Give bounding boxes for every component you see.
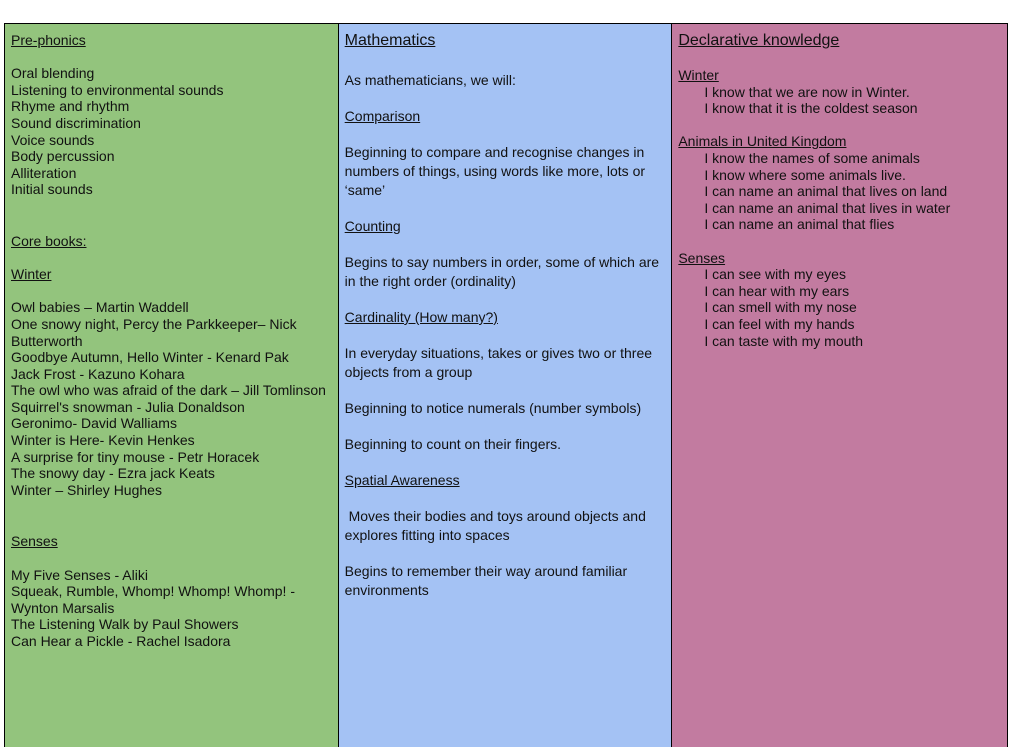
book-item: One snowy night, Percy the Parkkeeper– Nick Butterworth (11, 315, 297, 349)
book-item: Winter – Shirley Hughes (11, 481, 162, 498)
list-item: I know that we are now in Winter. (704, 83, 910, 100)
list-item: Initial sounds (11, 181, 93, 198)
list-item: I can name an animal that flies (704, 216, 895, 233)
book-item: Can Hear a Pickle - Rachel Isadora (11, 633, 231, 649)
list-item: Sound discrimination (11, 114, 141, 131)
mathematics-heading: Mathematics (344, 32, 436, 49)
list-item: I know the names of some animals (704, 149, 920, 166)
list-item: I know that it is the coldest season (704, 100, 918, 117)
list-item: I can name an animal that lives in water (704, 199, 951, 216)
book-item: My Five Senses - Aliki (11, 566, 148, 583)
prephonics-column (5, 24, 339, 747)
spatial-text: Moves their bodies and toys around objects and explores fitting into spaces (344, 508, 650, 543)
book-item: Squirrel's snowman - Julia Donaldson (11, 398, 245, 415)
comparison-text: Beginning to compare and recognise changes in numbers of things, using words like more, lots or ‘same’ (344, 144, 646, 198)
list-item: Listening to environmental sounds (11, 81, 224, 98)
book-item: The snowy day - Ezra jack Keats (11, 465, 215, 482)
curriculum-table (4, 23, 1008, 747)
book-item: The owl who was afraid of the dark – Jill Tomlinson (11, 382, 326, 399)
cardinality-heading: Cardinality (How many?) (344, 309, 498, 325)
list-item: I know where some animals live. (704, 166, 906, 183)
list-item: Body percussion (11, 148, 115, 165)
counting-text: Begins to say numbers in order, some of which are in the right order (ordinality) (344, 254, 660, 289)
list-item: I can taste with my mouth (704, 332, 864, 349)
book-item: Squeak, Rumble, Whomp! Whomp! Whomp! - Wynton Marsalis (11, 583, 295, 616)
winter-books-heading: Winter (11, 266, 52, 283)
comparison-heading: Comparison (344, 108, 421, 124)
senses-heading: Senses (678, 249, 726, 266)
prephonics-heading: Pre-phonics (11, 32, 86, 48)
counting-heading: Counting (344, 218, 401, 234)
cardinality-text: Beginning to count on their fingers. (344, 436, 562, 452)
list-item: I can hear with my ears (704, 282, 850, 299)
list-item: I can smell with my nose (704, 299, 857, 316)
book-item: A surprise for tiny mouse - Petr Horacek (11, 448, 260, 465)
mathematics-column (339, 24, 673, 747)
animals-heading: Animals in United Kingdom (678, 133, 847, 150)
spatial-text: Begins to remember their way around familiar environments (344, 563, 628, 598)
list-item: Alliteration (11, 164, 77, 181)
list-item: I can name an animal that lives on land (704, 183, 948, 200)
list-item: Rhyme and rhythm (11, 98, 130, 115)
book-item: Goodbye Autumn, Hello Winter - Kenard Pak (11, 349, 289, 366)
spatial-heading: Spatial Awareness (344, 472, 460, 488)
core-books-heading: Core books: (11, 232, 87, 249)
list-item: I can feel with my hands (704, 315, 855, 332)
declarative-column (672, 24, 1008, 747)
book-item: Winter is Here- Kevin Henkes (11, 432, 195, 449)
book-item: Jack Frost - Kazuno Kohara (11, 365, 185, 382)
list-item: Voice sounds (11, 131, 95, 148)
winter-heading: Winter (678, 67, 719, 83)
mathematics-intro: As mathematicians, we will: (344, 72, 516, 88)
cardinality-text: In everyday situations, takes or gives two or three objects from a group (344, 345, 653, 380)
book-item: Geronimo- David Walliams (11, 415, 177, 432)
list-item: I can see with my eyes (704, 266, 846, 283)
cardinality-text: Beginning to notice numerals (number symbols) (344, 400, 642, 416)
book-item: The Listening Walk by Paul Showers (11, 616, 239, 633)
senses-books-heading: Senses (11, 533, 58, 550)
list-item: Oral blending (11, 65, 95, 82)
book-item: Owl babies – Martin Waddell (11, 299, 189, 316)
declarative-heading: Declarative knowledge (678, 32, 840, 49)
